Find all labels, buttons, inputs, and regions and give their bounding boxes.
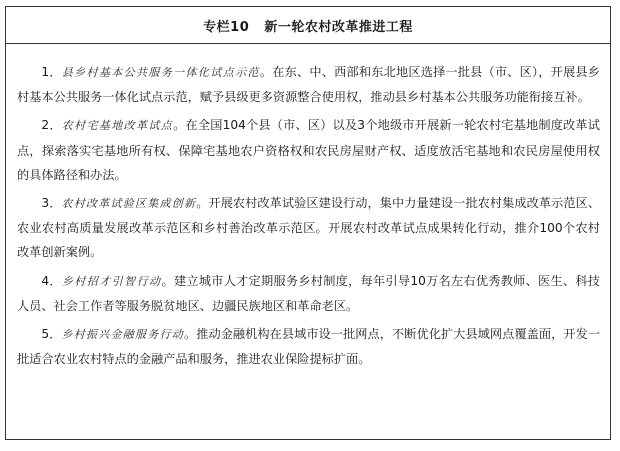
title-row — [6, 7, 610, 44]
item-number: 5． — [41, 327, 62, 342]
item-text: 在全国104个县（市、区）以及3个地级市开展新一轮农村宅基地制度改革试点，探索落实宅基地所有权、保障宅基地农户资格权和农民房屋财产权、适度放活宅基地和农民房屋使用权的具体路径和办法。 — [17, 118, 600, 182]
item-1 — [17, 60, 600, 109]
item-text: 推动金融机构在县域市设一批网点，不断优化扩大县域网点覆盖面，开发一批适合农业农村特点的金融产品和服务，推进农业保险提标扩面。 — [17, 327, 601, 367]
column-content — [6, 44, 610, 371]
item-number: 2． — [41, 118, 62, 133]
item-title: 农村宅基地改革试点 — [61, 119, 174, 133]
item-text: 在东、中、西部和东北地区选择一批县（市、区），开展县乡村基本公共服务一体化试点示范，赋予县级更多资源整合使用权，推动县乡村基本公共服务功能衔接互补。 — [17, 65, 600, 105]
item-title-period: 。 — [183, 327, 197, 342]
item-title: 乡村振兴金融服务行动 — [61, 328, 184, 342]
item-2 — [17, 113, 600, 187]
item-title-period: 。 — [259, 65, 273, 79]
item-title: 农村改革试验区集成创新 — [61, 197, 197, 211]
special-column-box — [5, 6, 611, 440]
item-text: 开展农村改革试验区建设行动，集中力量建设一批农村集成改革示范区、农业农村高质量发展改革示范区和乡村善治改革示范区。开展农村改革试点成果转化行动，推介100个农村改革创新案例。 — [17, 196, 601, 260]
item-number: 1． — [41, 65, 62, 79]
item-title-period: 。 — [196, 196, 209, 211]
column-title: 专栏10 新一轮农村改革推进工程 — [203, 19, 413, 35]
item-5 — [17, 322, 600, 371]
item-title-period: 。 — [161, 273, 174, 288]
item-title: 乡村招才引智行动 — [61, 274, 162, 288]
item-title: 县乡村基本公共服务一体化试点示范 — [61, 66, 260, 79]
item-text: 建立城市人才定期服务乡村制度，每年引导10万名左右优秀教师、医生、科技人员、社会工作者等服务脱贫地区、边疆民族地区和革命老区。 — [17, 273, 600, 313]
item-4 — [17, 269, 600, 318]
item-number: 3． — [41, 196, 62, 211]
item-3 — [17, 191, 600, 265]
item-title-period: 。 — [173, 118, 186, 133]
item-number: 4． — [41, 273, 62, 288]
